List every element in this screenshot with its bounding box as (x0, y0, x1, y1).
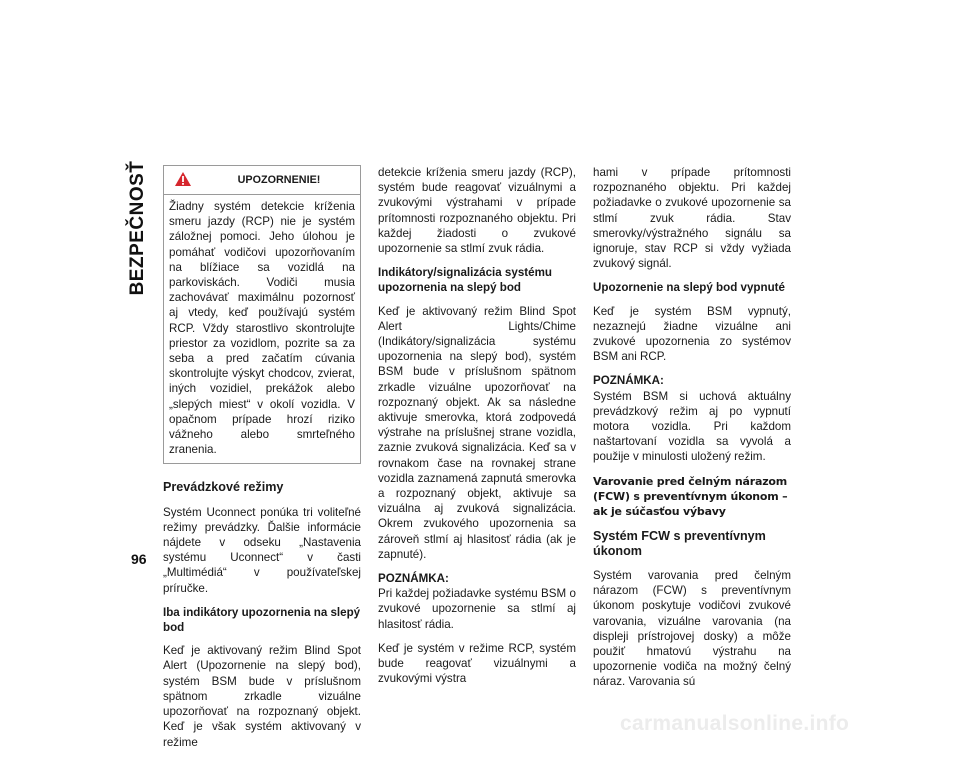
column-2 (378, 165, 576, 696)
note-mode-memory (593, 373, 791, 464)
paragraph-rcp-end: hami v prípade prítomnosti rozpoznaného objektu. Pri každej požiadavke o zvukové upozornenie sa stlmí zvuk rádia. Stav smerovky/výstražného signálu sa ignoruje, stav RCP si vždy vyžiada zvukový signál. (593, 166, 791, 271)
note-text: Systém BSM si uchová aktuálny prevádzkový režim aj po vypnutí motora vozidla. Pri každom naštartovaní vozidla sa vyvolá a použije v minulosti uložený režim. (593, 389, 791, 464)
heading-fcw-main: Varovanie pred čelným nárazom (FCW) s preventívnym úkonom – ak je súčasťou výbavy (593, 474, 788, 518)
paragraph-bsm-off: Keď je systém BSM vypnutý, nezaznejú žiadne vizuálne ani zvukové upozornenia zo systémov BSM ani RCP. (593, 304, 791, 364)
warning-body (164, 195, 360, 463)
paragraph-operating-modes: Systém Uconnect ponúka tri voliteľné režimy prevádzky. Ďalšie informácie nájdete v odseku „Nastavenia systému Uconnect“ v časti „Multimédiá“ v používateľskej príručke. (163, 505, 361, 595)
note-text: Pri každej požiadavke systému BSM o zvukové upozornenie sa stlmí aj hlasitosť rádia. (378, 587, 576, 631)
warning-box (163, 165, 361, 464)
note-label: POZNÁMKA: (593, 374, 664, 388)
paragraph-rcp-mode: Keď je systém v režime RCP, systém bude reagovať vizuálnymi a zvukovými výstra (378, 641, 576, 686)
section-title: BEZPEČNOSŤ (127, 160, 148, 296)
page-number: 96 (131, 551, 147, 567)
column-1 (163, 165, 361, 759)
paragraph-indicators-only: Keď je aktivovaný režim Blind Spot Alert (Upozornenie na slepý bod), systém BSM bude v príslušnom spätnom zrkadle vizuálne upozorňovať na rozpoznaný objekt. Keď je však systém aktivovaný v režime (163, 644, 361, 749)
heading-indicators-chime: Indikátory/signalizácia systému upozornenia na slepý bod (378, 266, 552, 295)
note-radio-mute (378, 571, 576, 632)
note-label: POZNÁMKA: (378, 572, 449, 586)
watermark: carmanualsonline.info (620, 712, 850, 735)
column-3 (593, 165, 791, 699)
heading-indicators-only: Iba indikátory upozornenia na slepý bod (163, 605, 361, 635)
warning-text: Žiadny systém detekcie kríženia smeru jazdy (RCP) nie je systém záložnej pomoci. Jeho úlohou je pomáhať vodičovi upozorňovaním na blížiace sa vozidlá na parkoviskách. Vodiči musia zachovávať maximálnu pozornosť aj vtedy, keď používajú systém RCP. Vždy starostlivo skontrolujte priestor za vozidlom, pozrite sa za seba a pred začatím cúvania skontrolujte výskyt chodcov, zvierat, iných vozidiel, prekážok alebo „slepých miest“ v okolí vozidla. V opačnom prípade hrozí riziko vážneho alebo smrteľného zranenia. (169, 200, 355, 457)
section-tab (118, 160, 158, 296)
warning-header (164, 166, 360, 195)
paragraph-rcp-continued: detekcie kríženia smeru jazdy (RCP), systém bude reagovať vizuálnymi a zvukovými výstrahami v prípade prítomnosti rozpoznaného objektu. Pri každej žiadosti o zvukové upozornenie sa stlmí zvuk rádia. (378, 166, 576, 256)
heading-bsm-off: Upozornenie na slepý bod vypnuté (593, 281, 785, 295)
warning-title: UPOZORNENIE! (237, 174, 321, 186)
heading-operating-modes: Prevádzkové režimy (163, 480, 284, 495)
paragraph-fcw: Systém varovania pred čelným nárazom (FCW) s preventívnym úkonom poskytuje vodičovi zvukové varovania, vizuálne varovania (na displeji prístrojovej dosky) a môže použiť hmatovú výstrahu na upozornenie vodiča na možný čelný náraz. Varovania sú (593, 569, 791, 689)
heading-fcw-sub: Systém FCW s preventívnym úkonom (593, 528, 766, 558)
paragraph-indicators-chime: Keď je aktivovaný režim Blind Spot Alert Lights/Chime (Indikátory/signalizácia systému upozornenia na slepý bod), systém BSM bude v príslušnom spätnom zrkadle vizuálne upozorňovať na rozpoznaný objekt. Ak sa následne aktivuje smerovka, ktorá zodpovedá výstrahe na príslušnej strane vozidla, zaznie zvuková signalizácia. Keď sa v rovnakom čase na rovnakej strane vozidla zaznamená zapnutá smerovka a rozpoznaný objekt, aktivuje sa vizuálna aj zvuková signalizácia. Okrem zvukového upozornenia sa zároveň stlmí aj hlasitosť rádia (ak je zapnuté). (378, 304, 576, 561)
